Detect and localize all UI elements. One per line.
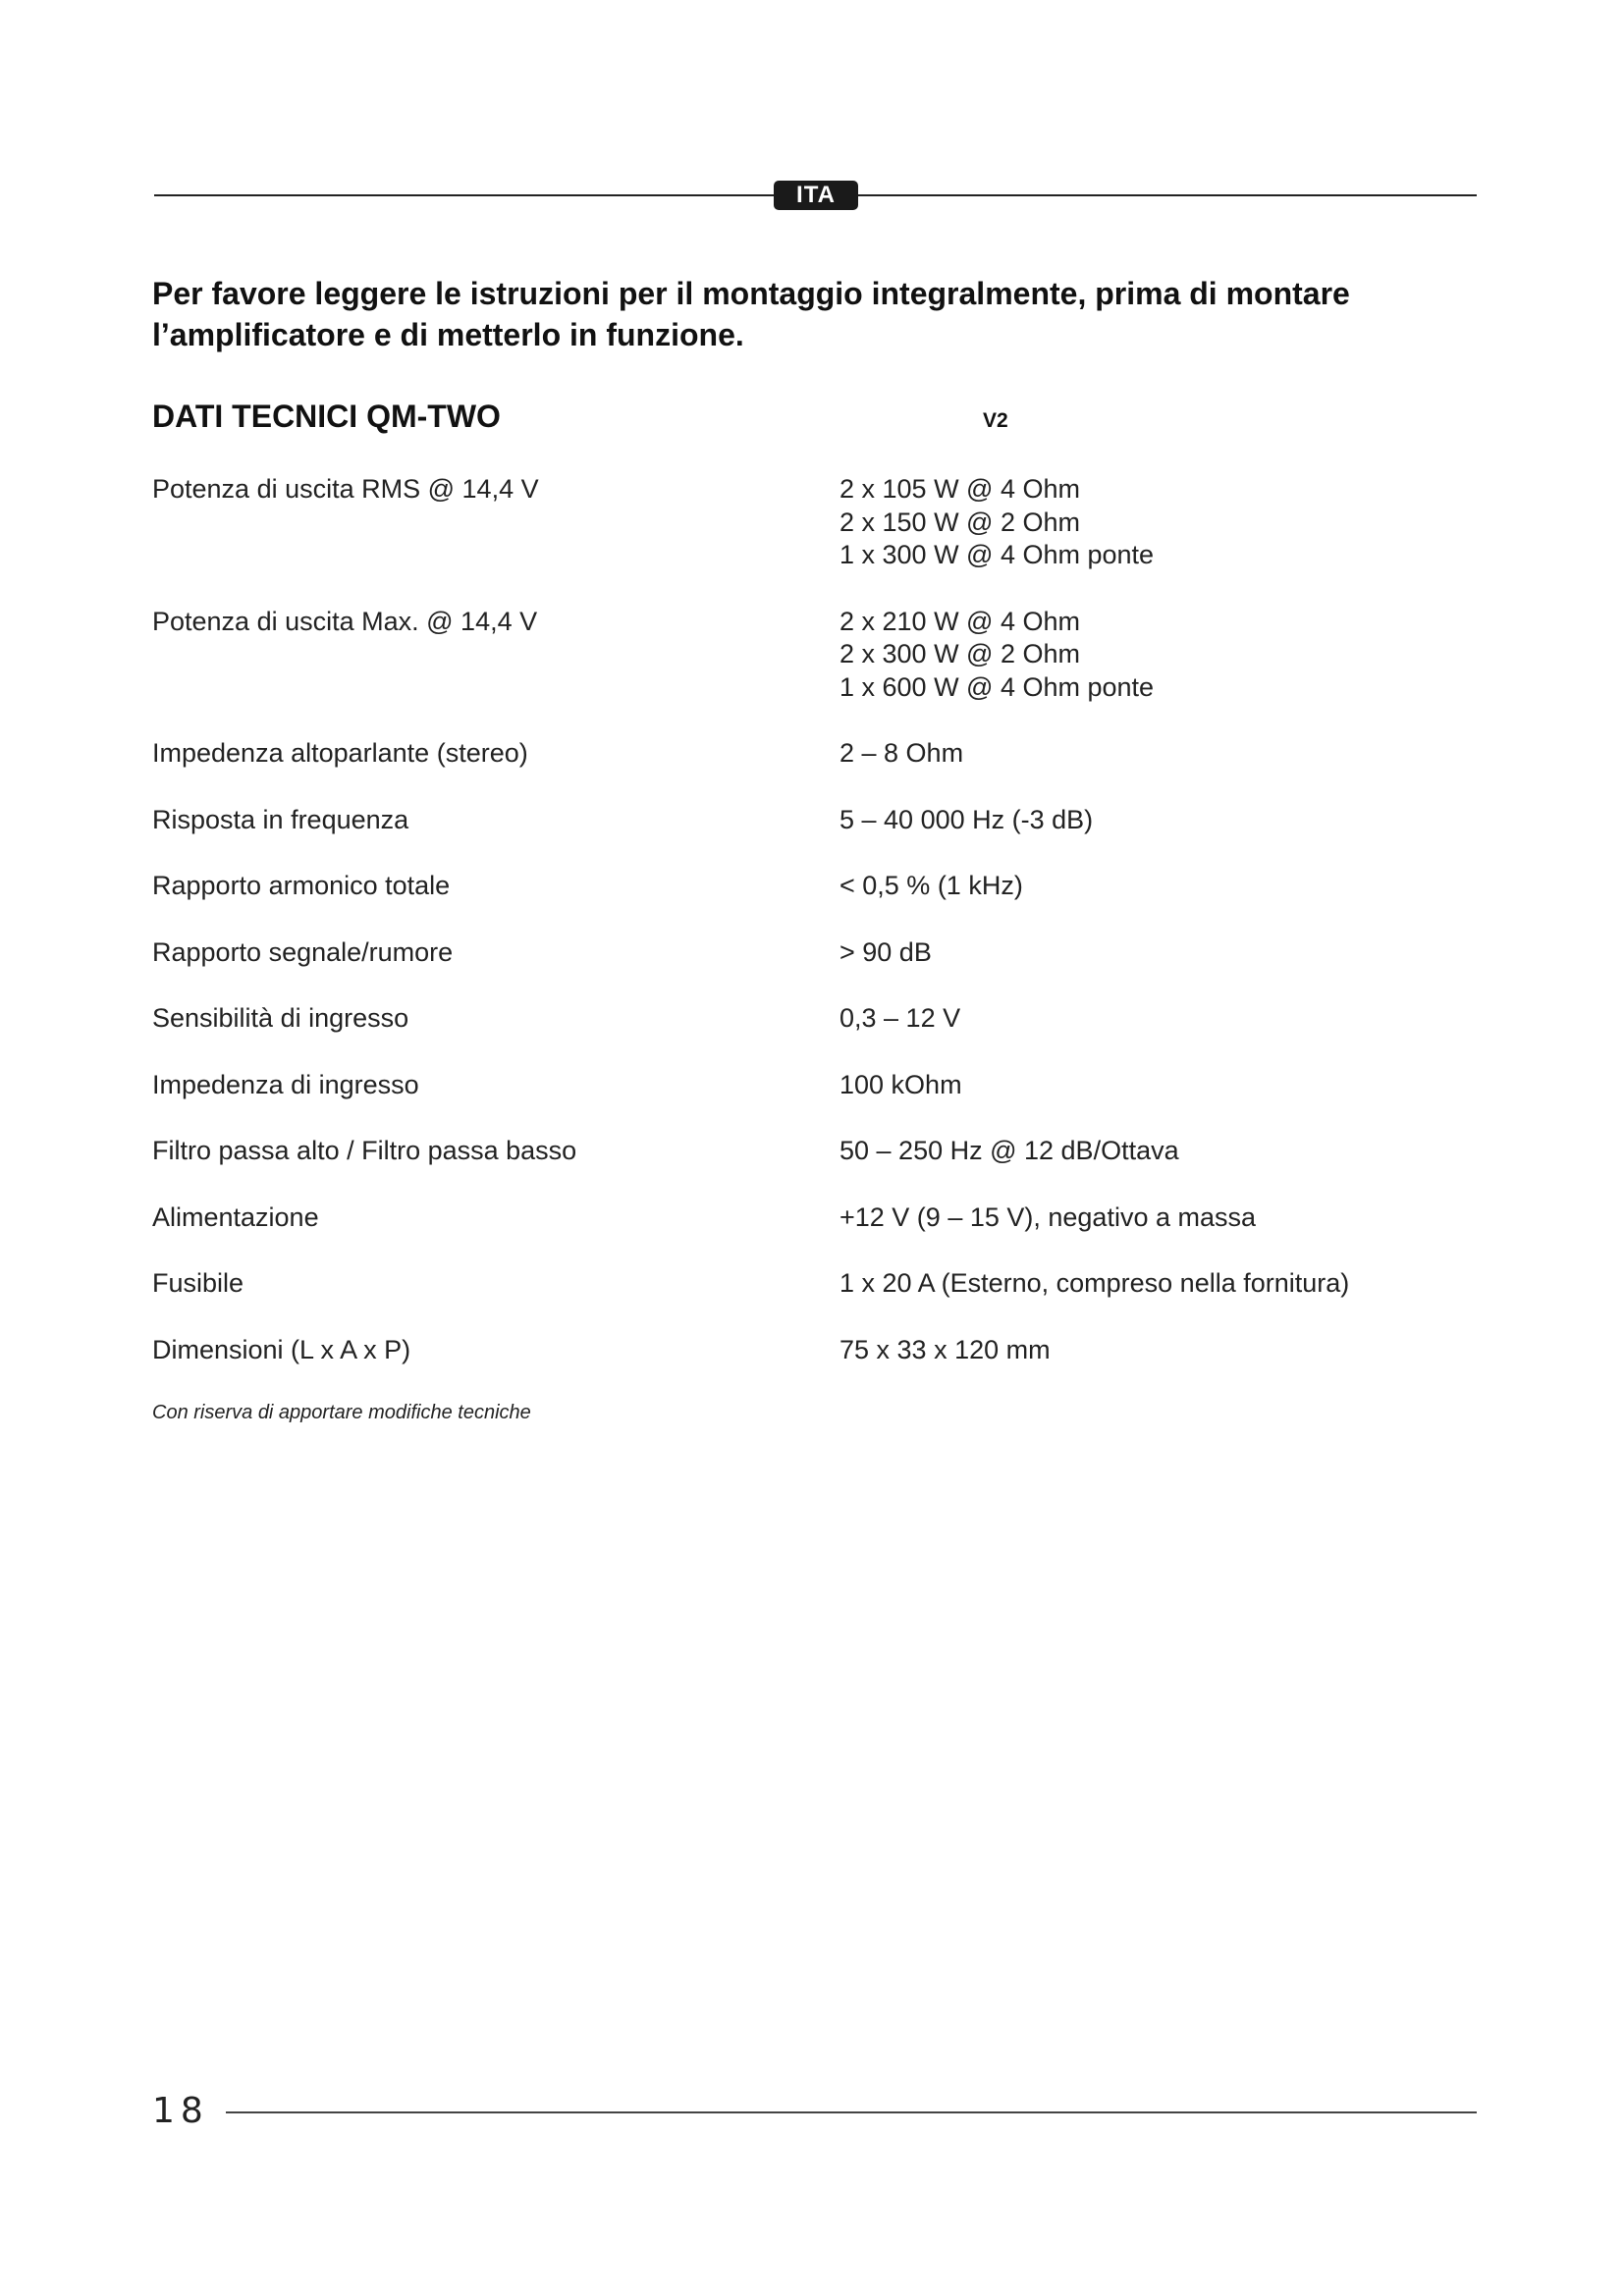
spec-values	[839, 1069, 962, 1102]
spec-values	[839, 1334, 1051, 1367]
footer-rule	[226, 2111, 1477, 2113]
spec-values	[839, 804, 1093, 837]
spec-row	[152, 1002, 1488, 1036]
spec-value: 75 x 33 x 120 mm	[839, 1334, 1051, 1364]
spec-label: Impedenza altoparlante (stereo)	[152, 738, 528, 768]
footnote: Con riserva di apportare modifiche tecniche	[152, 1402, 531, 1423]
spec-row	[152, 473, 1488, 572]
spec-row	[152, 1334, 1488, 1367]
spec-value: +12 V (9 – 15 V), negativo a massa	[839, 1201, 1256, 1232]
spec-values	[839, 936, 932, 970]
spec-label: Potenza di uscita RMS @ 14,4 V	[152, 474, 539, 504]
version-label: V2	[983, 409, 1008, 432]
spec-row	[152, 1201, 1488, 1235]
spec-value: < 0,5 % (1 kHz)	[839, 871, 1023, 900]
spec-values	[839, 606, 1154, 705]
spec-values	[839, 1135, 1179, 1168]
spec-label: Alimentazione	[152, 1201, 319, 1232]
spec-label: Dimensioni (L x A x P)	[152, 1334, 411, 1364]
spec-values	[839, 473, 1154, 572]
spec-values	[839, 870, 1023, 903]
spec-label: Rapporto segnale/rumore	[152, 936, 454, 967]
spec-value: 2 x 105 W @ 4 Ohm	[839, 474, 1080, 504]
spec-row	[152, 1069, 1488, 1102]
spec-value: 2 x 210 W @ 4 Ohm	[839, 606, 1080, 636]
spec-row	[152, 936, 1488, 970]
spec-value: 2 x 300 W @ 2 Ohm	[839, 639, 1080, 668]
spec-value: 0,3 – 12 V	[839, 1003, 961, 1033]
spec-label: Fusibile	[152, 1268, 244, 1298]
spec-label: Impedenza di ingresso	[152, 1069, 419, 1099]
spec-label: Sensibilità di ingresso	[152, 1003, 409, 1033]
section-title: DATI TECNICI QM-TWO	[152, 399, 501, 434]
spec-value: 1 x 300 W @ 4 Ohm ponte	[839, 540, 1155, 569]
spec-value: 2 – 8 Ohm	[839, 738, 964, 768]
spec-row	[152, 606, 1488, 705]
spec-table	[152, 473, 1488, 1400]
spec-value: 5 – 40 000 Hz (-3 dB)	[839, 804, 1094, 834]
spec-values	[839, 1002, 960, 1036]
spec-value: 100 kOhm	[839, 1069, 962, 1099]
spec-row	[152, 1267, 1488, 1301]
intro-text: Per favore leggere le istruzioni per il montaggio integralmente, prima di montare l’amplificatore e di metterlo in funzione.	[152, 276, 1350, 352]
spec-row	[152, 870, 1488, 903]
spec-value: 1 x 600 W @ 4 Ohm ponte	[839, 671, 1155, 702]
spec-label: Potenza di uscita Max. @ 14,4 V	[152, 606, 538, 636]
language-badge: ITA	[774, 181, 858, 210]
spec-label: Risposta in frequenza	[152, 804, 409, 834]
spec-row	[152, 1135, 1488, 1168]
spec-value: 50 – 250 Hz @ 12 dB/Ottava	[839, 1136, 1179, 1165]
spec-values	[839, 1201, 1256, 1235]
spec-label: Filtro passa alto / Filtro passa basso	[152, 1136, 577, 1165]
spec-value: 1 x 20 A (Esterno, compreso nella fornitura)	[839, 1268, 1350, 1298]
page-number: 18	[152, 2091, 209, 2131]
spec-values	[839, 737, 963, 771]
spec-row	[152, 737, 1488, 771]
spec-value: > 90 dB	[839, 936, 932, 967]
spec-value: 2 x 150 W @ 2 Ohm	[839, 507, 1080, 537]
spec-row	[152, 804, 1488, 837]
spec-label: Rapporto armonico totale	[152, 871, 451, 900]
spec-values	[839, 1267, 1349, 1301]
